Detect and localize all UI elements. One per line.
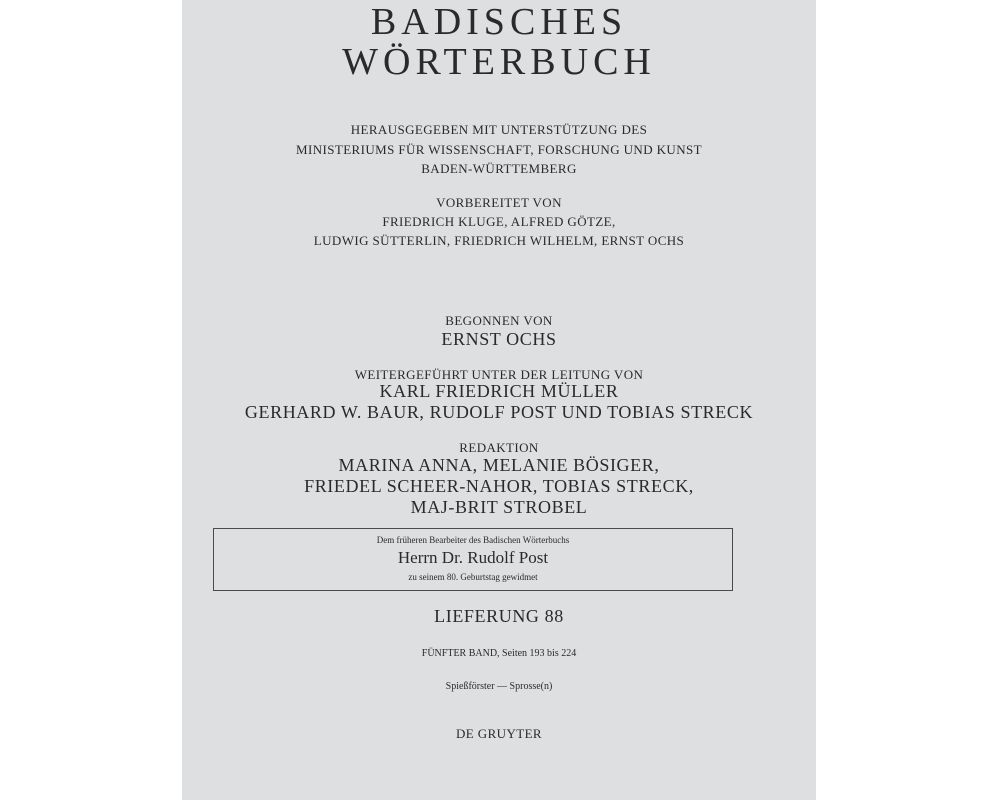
entry-range: Spießförster — Sprosse(n) — [445, 681, 553, 692]
dedication-occasion: zu seinem 80. Geburtstag gewidmet — [408, 572, 538, 582]
prepared-by-line-2: LUDWIG SÜTTERLIN, FRIEDRICH WILHELM, ERNST OCHS — [313, 233, 685, 248]
publisher-info-line-3: BADEN-WÜRTTEMBERG — [421, 161, 577, 176]
continued-by-line-2: GERHARD W. BAUR, RUDOLF POST UND TOBIAS STRECK — [244, 402, 754, 422]
prepared-by-line-1: FRIEDRICH KLUGE, ALFRED GÖTZE, — [382, 214, 616, 229]
editorial-line-1: MARINA ANNA, MELANIE BÖSIGER, — [338, 455, 660, 475]
prepared-by-label: VORBEREITET VON — [436, 195, 562, 210]
issue-label: LIEFERUNG 88 — [434, 606, 564, 626]
dedication-box — [213, 528, 733, 591]
dedication-intro: Dem früheren Bearbeiter des Badischen Wörterbuchs — [376, 535, 570, 545]
continued-by-label: WEITERGEFÜHRT UNTER DER LEITUNG VON — [354, 367, 644, 382]
publisher-info-line-2: MINISTERIUMS FÜR WISSENSCHAFT, FORSCHUNG UND KUNST — [296, 142, 702, 157]
continued-by-line-1: KARL FRIEDRICH MÜLLER — [379, 381, 619, 401]
volume-info: FÜNFTER BAND, Seiten 193 bis 224 — [421, 648, 577, 659]
publisher-name: DE GRUYTER — [456, 726, 542, 741]
title-line-2: WÖRTERBUCH — [342, 41, 656, 83]
begun-by-label: BEGONNEN VON — [445, 313, 553, 328]
editorial-line-3: MAJ-BRIT STROBEL — [410, 497, 588, 517]
editorial-label: REDAKTION — [459, 440, 539, 455]
dedication-name: Herrn Dr. Rudolf Post — [397, 548, 549, 567]
begun-by-name: ERNST OCHS — [441, 329, 557, 349]
editorial-line-2: FRIEDEL SCHEER-NAHOR, TOBIAS STRECK, — [304, 476, 694, 496]
title-line-1: BADISCHES — [370, 1, 628, 43]
publisher-info-line-1: HERAUSGEGEBEN MIT UNTERSTÜTZUNG DES — [350, 122, 648, 137]
title-page — [182, 0, 816, 800]
